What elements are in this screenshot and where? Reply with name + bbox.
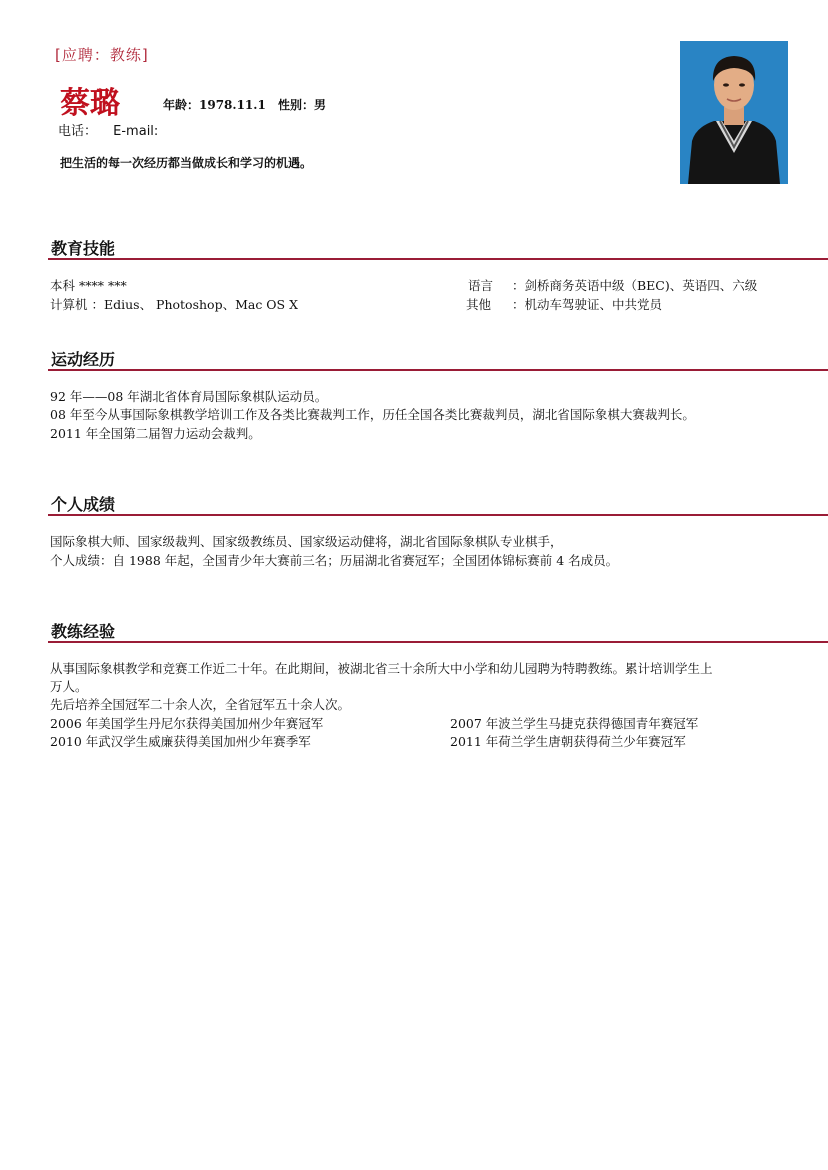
language-label: 语言 (468, 278, 494, 293)
award-item: 2011 年荷兰学生唐朝获得荷兰少年赛冠军 (450, 734, 686, 749)
profile-photo (680, 41, 788, 184)
phone-label: 电话： (58, 124, 98, 139)
coaching-line: 先后培养全国冠军二十余人次，全省冠军五十余人次。 (50, 697, 351, 712)
motto: 把生活的每一次经历都当做成长和学习的机遇。 (60, 156, 313, 170)
section-title-sports: 运动经历 (51, 350, 116, 369)
sports-line: 08 年至今从事国际象棋教学培训工作及各类比赛裁判工作，历任全国各类比赛裁判员，湖北省国际象棋大赛裁判长。 (50, 407, 695, 422)
portrait-image (680, 41, 788, 184)
section-title-coaching: 教练经验 (51, 622, 116, 641)
award-item: 2007 年波兰学生马捷克获得德国青年赛冠军 (450, 716, 699, 731)
sports-line: 92 年——08 年湖北省体育局国际象棋队运动员。 (50, 389, 328, 404)
section-title-education: 教育技能 (51, 239, 116, 258)
other-label: 其他 (466, 297, 492, 312)
award-item: 2006 年美国学生丹尼尔获得美国加州少年赛冠军 (50, 716, 324, 731)
contact-info (58, 120, 170, 139)
language-value: ：剑桥商务英语中级（BEC)、英语四、六级 (512, 278, 758, 293)
candidate-name: 蔡璐 (60, 86, 120, 121)
coaching-line: 从事国际象棋教学和竞赛工作近二十年。在此期间，被湖北省三十余所大中小学和幼儿园聘为特聘教练。累计培训学生上 (50, 661, 713, 676)
application-position: [应聘：教练] (55, 46, 149, 64)
gender-text: 性别：男 (278, 98, 327, 112)
coaching-line: 万人。 (50, 679, 88, 694)
achievement-line: 个人成绩：自 1988 年起，全国青少年大赛前三名；历届湖北省赛冠军；全国团体锦标赛前 4 名成员。 (50, 553, 619, 568)
achievement-line: 国际象棋大师、国家级裁判、国家级教练员、国家级运动健将，湖北省国际象棋队专业棋手， (50, 534, 563, 549)
sports-line: 2011 年全国第二届智力运动会裁判。 (50, 426, 261, 441)
section-divider (48, 514, 828, 516)
section-divider (48, 641, 828, 643)
section-divider (48, 258, 828, 260)
computer-skills-line: 计算机 ：Edius、 Photoshop、Mac OS X (50, 297, 298, 312)
section-title-achievements: 个人成绩 (51, 495, 116, 514)
other-value: ：机动车驾驶证、中共党员 (512, 297, 663, 312)
personal-meta (163, 96, 334, 113)
degree-line: 本科 **** *** (50, 278, 127, 293)
age-text: 年龄：1978.11.1 (163, 98, 266, 112)
section-divider (48, 369, 828, 371)
email-label: E-mail: (113, 124, 159, 139)
award-item: 2010 年武汉学生威廉获得美国加州少年赛季军 (50, 734, 311, 749)
